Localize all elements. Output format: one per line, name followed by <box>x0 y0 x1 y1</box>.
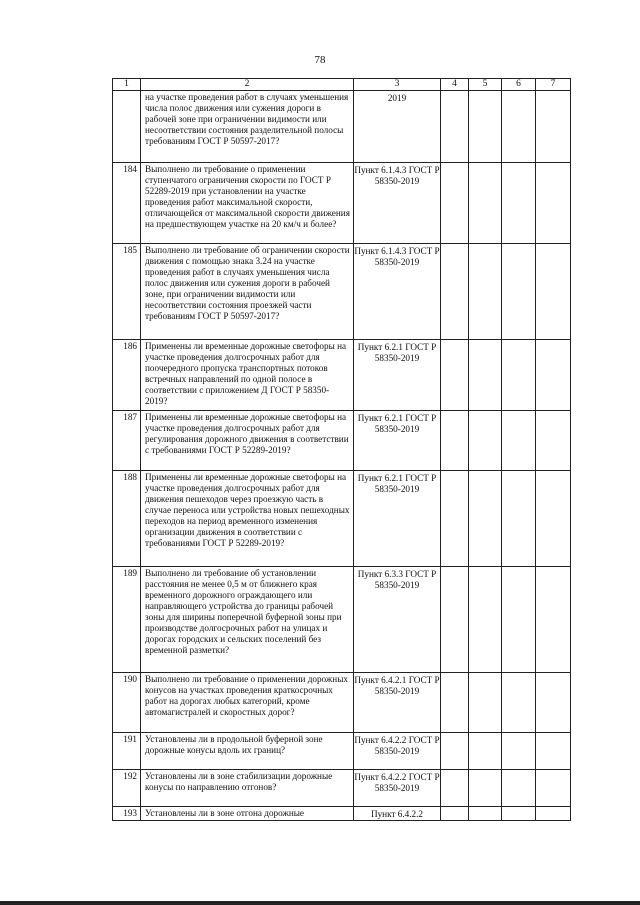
row-question: Применены ли временные дорожные светофоры на участке проведения долгосрочных работ для регулирования дорожного движения в соответствии с требованиями ГОСТ Р 52289-2019? <box>141 411 354 471</box>
row-question: Установлены ли в зоне стабилизации дорожные конусы по направлению отгонов? <box>141 770 354 807</box>
table-row <box>113 673 571 733</box>
answer-cell[interactable] <box>536 411 571 471</box>
table-row <box>113 770 571 807</box>
table-row <box>113 807 571 821</box>
row-number <box>113 91 141 163</box>
answer-cell[interactable] <box>536 471 571 567</box>
answer-cell[interactable] <box>502 733 536 770</box>
column-header: 1 <box>113 79 141 91</box>
row-reference: Пункт 6.2.1 ГОСТ Р 58350-2019 <box>354 411 441 471</box>
column-header: 2 <box>141 79 354 91</box>
column-header: 7 <box>536 79 571 91</box>
row-reference: Пункт 6.4.2.2 ГОСТ Р 58350-2019 <box>354 770 441 807</box>
answer-cell[interactable] <box>502 91 536 163</box>
row-reference: Пункт 6.2.1 ГОСТ Р 58350-2019 <box>354 471 441 567</box>
row-question: Выполнено ли требование об установлении расстояния не менее 0,5 м от ближнего края временного дорожного ограждающего или направляющего устройства до границы рабочей зоны для ширины поперечной буферной зоны при производстве долгосрочных работ на улицах и дорогах городских и сельских поселений без временной разметки? <box>141 567 354 673</box>
answer-cell[interactable] <box>441 471 469 567</box>
answer-cell[interactable] <box>441 807 469 821</box>
column-header: 6 <box>502 79 536 91</box>
answer-cell[interactable] <box>469 733 502 770</box>
row-reference: Пункт 6.4.2.1 ГОСТ Р 58350-2019 <box>354 673 441 733</box>
answer-cell[interactable] <box>536 567 571 673</box>
row-question: Установлены ли в продольной буферной зоне дорожные конусы вдоль их границ? <box>141 733 354 770</box>
answer-cell[interactable] <box>502 673 536 733</box>
answer-cell[interactable] <box>469 673 502 733</box>
answer-cell[interactable] <box>502 340 536 411</box>
table-row <box>113 411 571 471</box>
row-reference: Пункт 6.4.2.2 <box>354 807 441 821</box>
table-row <box>113 567 571 673</box>
answer-cell[interactable] <box>469 567 502 673</box>
answer-cell[interactable] <box>536 91 571 163</box>
answer-cell[interactable] <box>441 411 469 471</box>
answer-cell[interactable] <box>441 733 469 770</box>
answer-cell[interactable] <box>502 567 536 673</box>
answer-cell[interactable] <box>469 244 502 340</box>
answer-cell[interactable] <box>441 244 469 340</box>
row-number: 191 <box>113 733 141 770</box>
row-number: 188 <box>113 471 141 567</box>
row-question: на участке проведения работ в случаях уменьшения числа полос движения или сужения дороги в рабочей зоне при ограничении видимости или несоответствии состояния разделительной полосы требованиям ГОСТ Р 50597-2017? <box>141 91 354 163</box>
row-reference: 2019 <box>354 91 441 163</box>
row-question: Применены ли временные дорожные светофоры на участке проведения долгосрочных работ для движения пешеходов через проезжую часть в случае переноса или устройства новых пешеходных переходов на период временного изменения организации движения в соответствии с требованиями ГОСТ Р 52289-2019? <box>141 471 354 567</box>
answer-cell[interactable] <box>536 770 571 807</box>
answer-cell[interactable] <box>441 673 469 733</box>
answer-cell[interactable] <box>536 340 571 411</box>
answer-cell[interactable] <box>469 340 502 411</box>
row-number: 184 <box>113 163 141 244</box>
column-header: 3 <box>354 79 441 91</box>
row-question: Выполнено ли требование об ограничении скорости движения с помощью знака 3.24 на участке проведения работ в случаях уменьшения числа полос движения или сужения дороги в рабочей зоне, при ограничении видимости или несоответствии состояния проезжей части требованиям ГОСТ Р 50597-2017? <box>141 244 354 340</box>
answer-cell[interactable] <box>469 163 502 244</box>
table-row <box>113 91 571 163</box>
answer-cell[interactable] <box>502 471 536 567</box>
row-reference: Пункт 6.1.4.3 ГОСТ Р 58350-2019 <box>354 244 441 340</box>
table-row <box>113 244 571 340</box>
row-number: 193 <box>113 807 141 821</box>
answer-cell[interactable] <box>536 163 571 244</box>
row-reference: Пункт 6.4.2.2 ГОСТ Р 58350-2019 <box>354 733 441 770</box>
table-row <box>113 340 571 411</box>
checklist-table <box>112 78 571 821</box>
answer-cell[interactable] <box>469 91 502 163</box>
answer-cell[interactable] <box>441 340 469 411</box>
row-reference: Пункт 6.1.4.3 ГОСТ Р 58350-2019 <box>354 163 441 244</box>
row-question: Применены ли временные дорожные светофоры на участке проведения долгосрочных работ для поочередного пропуска транспортных потоков встречных направлений по одной полосе в соответствии с приложением Д ГОСТ Р 58350-2019? <box>141 340 354 411</box>
row-question: Установлены ли в зоне отгона дорожные <box>141 807 354 821</box>
row-number: 187 <box>113 411 141 471</box>
answer-cell[interactable] <box>441 770 469 807</box>
answer-cell[interactable] <box>502 807 536 821</box>
answer-cell[interactable] <box>469 471 502 567</box>
row-number: 189 <box>113 567 141 673</box>
table-row <box>113 163 571 244</box>
page-bottom-edge <box>0 901 640 905</box>
answer-cell[interactable] <box>469 411 502 471</box>
answer-cell[interactable] <box>502 411 536 471</box>
answer-cell[interactable] <box>441 163 469 244</box>
header-row <box>113 79 571 91</box>
answer-cell[interactable] <box>536 244 571 340</box>
answer-cell[interactable] <box>469 807 502 821</box>
row-number: 186 <box>113 340 141 411</box>
row-number: 185 <box>113 244 141 340</box>
table-row <box>113 733 571 770</box>
answer-cell[interactable] <box>469 770 502 807</box>
answer-cell[interactable] <box>502 770 536 807</box>
answer-cell[interactable] <box>536 807 571 821</box>
row-question: Выполнено ли требование о применении дорожных конусов на участках проведения краткосрочных работ на дорогах любых категорий, кроме автомагистралей и скоростных дорог? <box>141 673 354 733</box>
row-reference: Пункт 6.2.1 ГОСТ Р 58350-2019 <box>354 340 441 411</box>
answer-cell[interactable] <box>441 91 469 163</box>
column-header: 5 <box>469 79 502 91</box>
answer-cell[interactable] <box>536 733 571 770</box>
column-header: 4 <box>441 79 469 91</box>
row-reference: Пункт 6.3.3 ГОСТ Р 58350-2019 <box>354 567 441 673</box>
row-question: Выполнено ли требование о применении ступенчатого ограничения скорости по ГОСТ Р 52289-2019 при установлении на участке проведения работ максимальной скорости, отличающейся от максимальной скорости движения на предшествующем участке на 20 км/ч и более? <box>141 163 354 244</box>
answer-cell[interactable] <box>536 673 571 733</box>
answer-cell[interactable] <box>502 163 536 244</box>
answer-cell[interactable] <box>441 567 469 673</box>
row-number: 192 <box>113 770 141 807</box>
page-number: 78 <box>314 54 326 66</box>
answer-cell[interactable] <box>502 244 536 340</box>
row-number: 190 <box>113 673 141 733</box>
table-row <box>113 471 571 567</box>
